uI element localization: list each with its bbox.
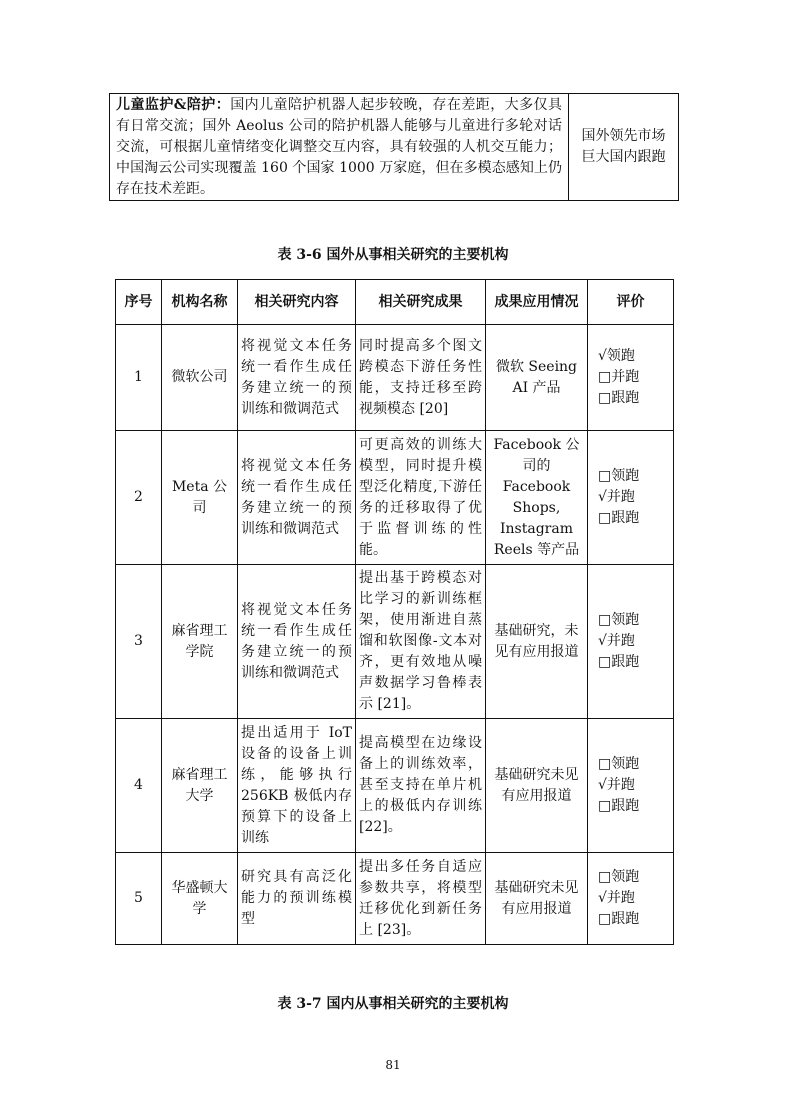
eval-follow: □跟跑 xyxy=(598,654,640,670)
eval-lead: □领跑 xyxy=(598,468,640,484)
table-row xyxy=(116,325,674,431)
table-row xyxy=(116,853,674,945)
eval-parallel: √并跑 xyxy=(598,777,635,793)
page-number: 81 xyxy=(385,1058,401,1072)
eval-parallel: √并跑 xyxy=(598,489,635,505)
row-idx: 1 xyxy=(116,325,162,431)
next-table-caption: 表 3-7 国内从事相关研究的主要机构 xyxy=(277,996,509,1012)
row-eval xyxy=(588,431,674,565)
eval-follow: □跟跑 xyxy=(598,911,640,927)
row-org: Meta 公司 xyxy=(162,431,238,565)
eval-follow: □跟跑 xyxy=(598,510,640,526)
row-eval xyxy=(588,719,674,853)
eval-parallel: □并跑 xyxy=(598,369,640,385)
header-org: 机构名称 xyxy=(162,280,238,325)
header-row xyxy=(116,280,674,325)
header-content: 相关研究内容 xyxy=(238,280,356,325)
row-app: 基础研究，未见有应用报道 xyxy=(486,565,588,719)
top-fragment-table xyxy=(109,93,679,201)
row-content: 将视觉文本任务统一看作生成任务建立统一的预训练和微调范式 xyxy=(238,325,356,431)
row-app: 微软 Seeing AI 产品 xyxy=(486,325,588,431)
table-row xyxy=(110,94,679,201)
row-idx: 5 xyxy=(116,853,162,945)
header-eval: 评价 xyxy=(588,280,674,325)
header-result: 相关研究成果 xyxy=(356,280,486,325)
row-eval xyxy=(588,853,674,945)
row-result: 可更高效的训练大模型，同时提升模型泛化精度,下游任务的迁移取得了优于监督训练的性能。 xyxy=(356,431,486,565)
table-row xyxy=(116,719,674,853)
table-row xyxy=(116,431,674,565)
eval-lead: □领跑 xyxy=(598,869,640,885)
row-idx: 3 xyxy=(116,565,162,719)
eval-lead: √领跑 xyxy=(598,348,635,364)
row-app: 基础研究未见有应用报道 xyxy=(486,853,588,945)
table-caption: 表 3-6 国外从事相关研究的主要机构 xyxy=(277,247,509,263)
row-org: 麻省理工学院 xyxy=(162,565,238,719)
eval-follow: □跟跑 xyxy=(598,390,640,406)
row-result: 同时提高多个图文跨模态下游任务性能，支持迁移至跨视频模态 [20] xyxy=(356,325,486,431)
row-result: 提高模型在边缘设备上的训练效率，甚至支持在单片机上的极低内存训练 [22]。 xyxy=(356,719,486,853)
eval-follow: □跟跑 xyxy=(598,798,640,814)
row-content: 研究具有高泛化能力的预训练模型 xyxy=(238,853,356,945)
row-idx: 2 xyxy=(116,431,162,565)
row-app: Facebook 公司的 Facebook Shops, Instagram Reels 等产品 xyxy=(486,431,588,565)
eval-lead: □领跑 xyxy=(598,612,640,628)
top-row-assessment: 国外领先市场巨大国内跟跑 xyxy=(569,94,679,201)
institutions-table xyxy=(115,279,674,945)
top-row-text: 国内儿童陪护机器人起步较晚，存在差距，大多仅具有日常交流；国外 Aeolus 公司的陪护机器人能够与儿童进行多轮对话交流，可根据儿童情绪变化调整交互内容，具有较强的人机交互能力；中国淘云公司实现覆盖 160 个国家 1000 万家庭，但在多模态感知上仍存在技术差距。 xyxy=(116,96,562,197)
row-content: 将视觉文本任务统一看作生成任务建立统一的预训练和微调范式 xyxy=(238,565,356,719)
row-result: 提出多任务自适应参数共享，将模型迁移优化到新任务上 [23]。 xyxy=(356,853,486,945)
eval-lead: □领跑 xyxy=(598,756,640,772)
top-row-bold-lead: 儿童监护&陪护： xyxy=(116,96,231,113)
row-eval xyxy=(588,325,674,431)
header-idx: 序号 xyxy=(116,280,162,325)
eval-parallel: √并跑 xyxy=(598,633,635,649)
row-org: 华盛顿大学 xyxy=(162,853,238,945)
eval-parallel: √并跑 xyxy=(598,890,635,906)
row-org: 麻省理工大学 xyxy=(162,719,238,853)
table-row xyxy=(116,565,674,719)
row-app: 基础研究未见有应用报道 xyxy=(486,719,588,853)
row-result: 提出基于跨模态对比学习的新训练框架，使用渐进自蒸馏和软图像-文本对齐，更有效地从噪声数据学习鲁棒表示 [21]。 xyxy=(356,565,486,719)
row-eval xyxy=(588,565,674,719)
row-idx: 4 xyxy=(116,719,162,853)
top-row-text-cell xyxy=(110,94,569,201)
row-content: 提出适用于 IoT 设备的设备上训练，能够执行 256KB 极低内存预算下的设备上训练 xyxy=(238,719,356,853)
header-app: 成果应用情况 xyxy=(486,280,588,325)
row-org: 微软公司 xyxy=(162,325,238,431)
row-content: 将视觉文本任务统一看作生成任务建立统一的预训练和微调范式 xyxy=(238,431,356,565)
